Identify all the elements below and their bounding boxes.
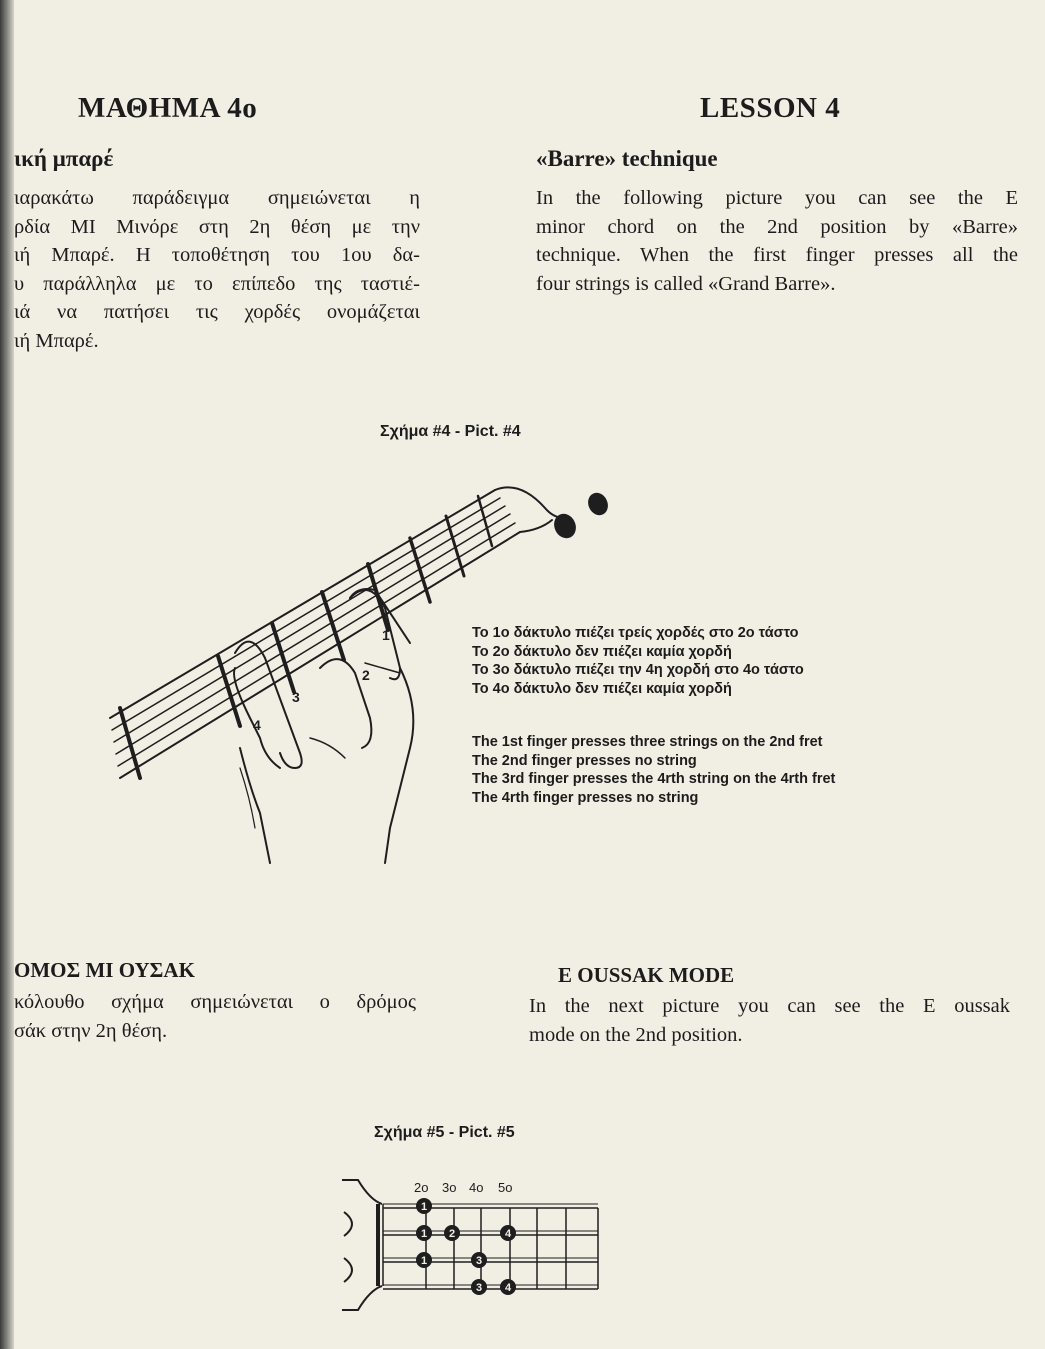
english-subheading: «Barre» technique <box>536 146 718 171</box>
legend-english-line: The 4rth finger presses no string <box>472 789 699 806</box>
legend-english-line: The 3rd finger presses the 4rth string on the 4rth fret <box>472 771 836 787</box>
finger-dot-number: 1 <box>420 1201 428 1213</box>
greek-paragraph-line: ιά να πατήσει τις χορδές ονομάζεται <box>14 301 420 323</box>
fret-label: 4o <box>469 1180 484 1195</box>
greek-paragraph-line: ρδία ΜΙ Μινόρε στη 2η θέση με την <box>14 215 420 238</box>
figure5-caption: Σχήμα #5 - Pict. #5 <box>374 1124 515 1141</box>
finger-label-1: 1 <box>382 627 390 643</box>
book-spine-shadow <box>0 0 14 1349</box>
english-paragraph-line: technique. When the first finger presses all the <box>536 244 1018 266</box>
english-lesson-title: LESSON 4 <box>700 92 841 124</box>
finger-dot-number: 4 <box>504 1282 512 1294</box>
english-paragraph-line: four strings is called «Grand Barre». <box>536 272 836 295</box>
greek-paragraph-line: ιή Μπαρέ. <box>14 329 99 352</box>
figure4-caption: Σχήμα #4 - Pict. #4 <box>380 423 521 440</box>
finger-label-3: 3 <box>292 689 300 705</box>
greek-paragraph-line: ιή Μπαρέ. Η τοποθέτηση του 1ου δα- <box>14 244 420 266</box>
legend-greek-line: Το 2ο δάκτυλο δεν πιέζει καμία χορδή <box>472 643 732 660</box>
english-section2-title: E OUSSAK MODE <box>558 963 735 987</box>
greek-section2-line: σάκ στην 2η θέση. <box>14 1019 168 1042</box>
greek-section2-paragraph <box>14 988 416 1045</box>
english-section2-paragraph <box>529 992 1010 1049</box>
greek-paragraph-line: υ παράλληλα με το επίπεδο της ταστιέ- <box>14 272 420 295</box>
legend-english-line: The 2nd finger presses no string <box>472 752 697 769</box>
english-section2-line: In the next picture you can see the E oussak <box>529 995 1010 1017</box>
legend-greek-line: Το 3ο δάκτυλο πιέζει την 4η χορδή στο 4ο τάστο <box>472 662 804 678</box>
finger-dot-number: 1 <box>420 1255 428 1267</box>
greek-lesson-title: ΜΑΘΗΜΑ 4ο <box>78 92 258 124</box>
figure4-legend-greek <box>472 624 804 698</box>
fretboard-diagram <box>330 1170 610 1320</box>
finger-label-4: 4 <box>253 717 261 733</box>
english-section2-line: mode on the 2nd position. <box>529 1023 743 1046</box>
greek-section2-title: ΟΜΟΣ ΜΙ ΟΥΣΑΚ <box>14 958 195 982</box>
fret-label: 2o <box>414 1180 429 1195</box>
greek-paragraph <box>14 184 420 355</box>
greek-section2-line: κόλουθο σχήμα σημειώνεται ο δρόμος <box>14 991 416 1013</box>
finger-label-2: 2 <box>362 667 370 683</box>
legend-greek-line: Το 1ο δάκτυλο πιέζει τρείς χορδές στο 2ο τάστο <box>472 625 799 641</box>
finger-dot-number: 1 <box>420 1228 428 1240</box>
greek-subheading: ική μπαρέ <box>14 146 114 171</box>
figure4-legend-english <box>472 733 835 807</box>
english-paragraph-line: In the following picture you can see the E <box>536 187 1018 209</box>
fret-label: 5o <box>498 1180 513 1195</box>
legend-english-line: The 1st finger presses three strings on the 2nd fret <box>472 734 823 750</box>
finger-dot-number: 3 <box>475 1282 483 1294</box>
finger-dot-number: 3 <box>475 1255 483 1267</box>
english-paragraph <box>536 184 1018 298</box>
fret-label: 3o <box>442 1180 457 1195</box>
legend-greek-line: Το 4ο δάκτυλο δεν πιέζει καμία χορδή <box>472 680 732 697</box>
english-paragraph-line: minor chord on the 2nd position by «Barre» <box>536 215 1018 238</box>
finger-dot-number: 4 <box>504 1228 512 1240</box>
greek-paragraph-line: ιαρακάτω παράδειγμα σημειώνεται η <box>14 187 420 209</box>
finger-dot-number: 2 <box>448 1228 456 1240</box>
